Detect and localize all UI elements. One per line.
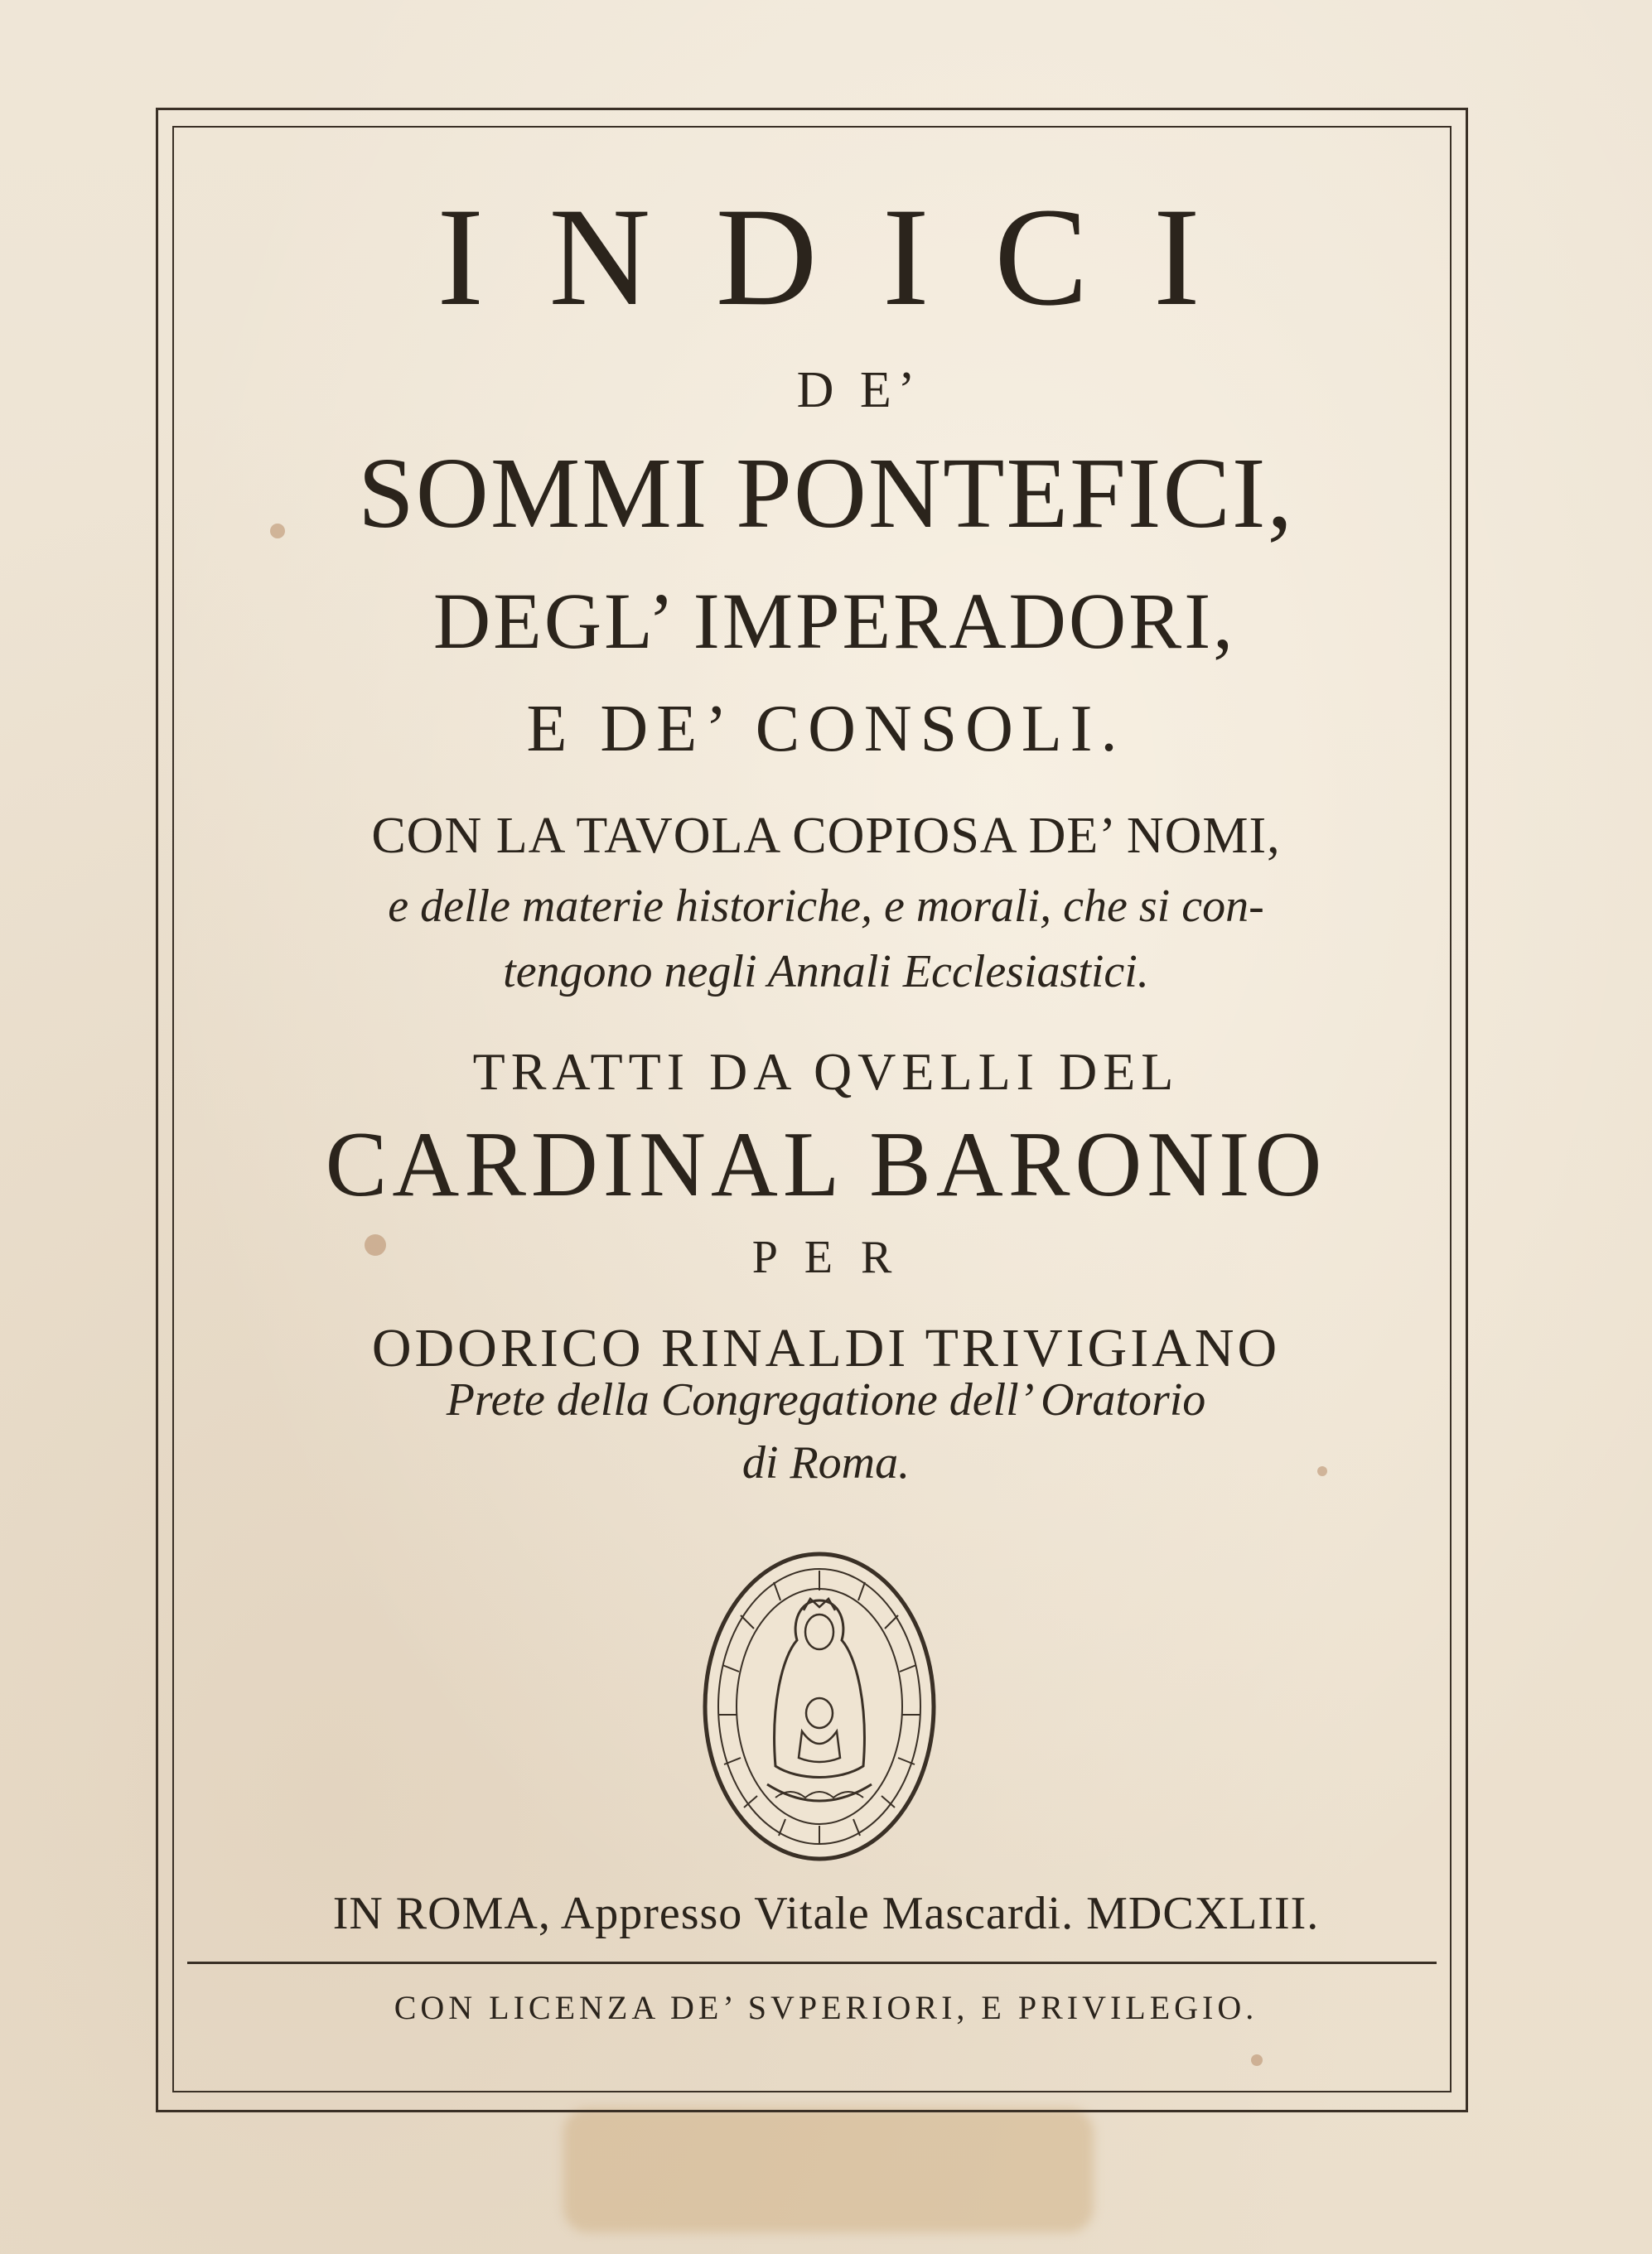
title-consoli: E DE’ CONSOLI. (526, 693, 1126, 765)
license-line: CON LICENZA DE’ SVPERIORI, E PRIVILEGIO. (394, 1989, 1258, 2026)
subtitle-materie: e delle materie historiche, e morali, che si con- (388, 881, 1264, 932)
author-per: P E R (751, 1232, 901, 1283)
main-title: I N D I C I (437, 179, 1215, 335)
title-imperadori: DEGL’ IMPERADORI, (432, 577, 1236, 665)
imprint-line: IN ROMA, Appresso Vitale Mascardi. MDCXLIII. (332, 1888, 1320, 1939)
author-name: ODORICO RINALDI TRIVIGIANO (371, 1318, 1281, 1378)
source-baronio: CARDINAL BARONIO (325, 1113, 1327, 1216)
imprint-rule (187, 1962, 1437, 1964)
source-tratti: TRATTI DA QVELLI DEL (472, 1042, 1180, 1101)
madonna-and-child-seal-icon (699, 1549, 940, 1864)
author-roma: di Roma. (741, 1437, 911, 1489)
paper-stain (563, 2108, 1094, 2232)
subtitle-annali: tengono negli Annali Ecclesiastici. (503, 946, 1149, 997)
title-de: D E’ (796, 362, 922, 418)
title-sommi-pontefici: SOMMI PONTEFICI, (357, 437, 1295, 549)
author-role: Prete della Congregatione dell’ Oratorio (446, 1374, 1206, 1426)
subtitle-tavola: CON LA TAVOLA COPIOSA DE’ NOMI, (371, 808, 1281, 864)
